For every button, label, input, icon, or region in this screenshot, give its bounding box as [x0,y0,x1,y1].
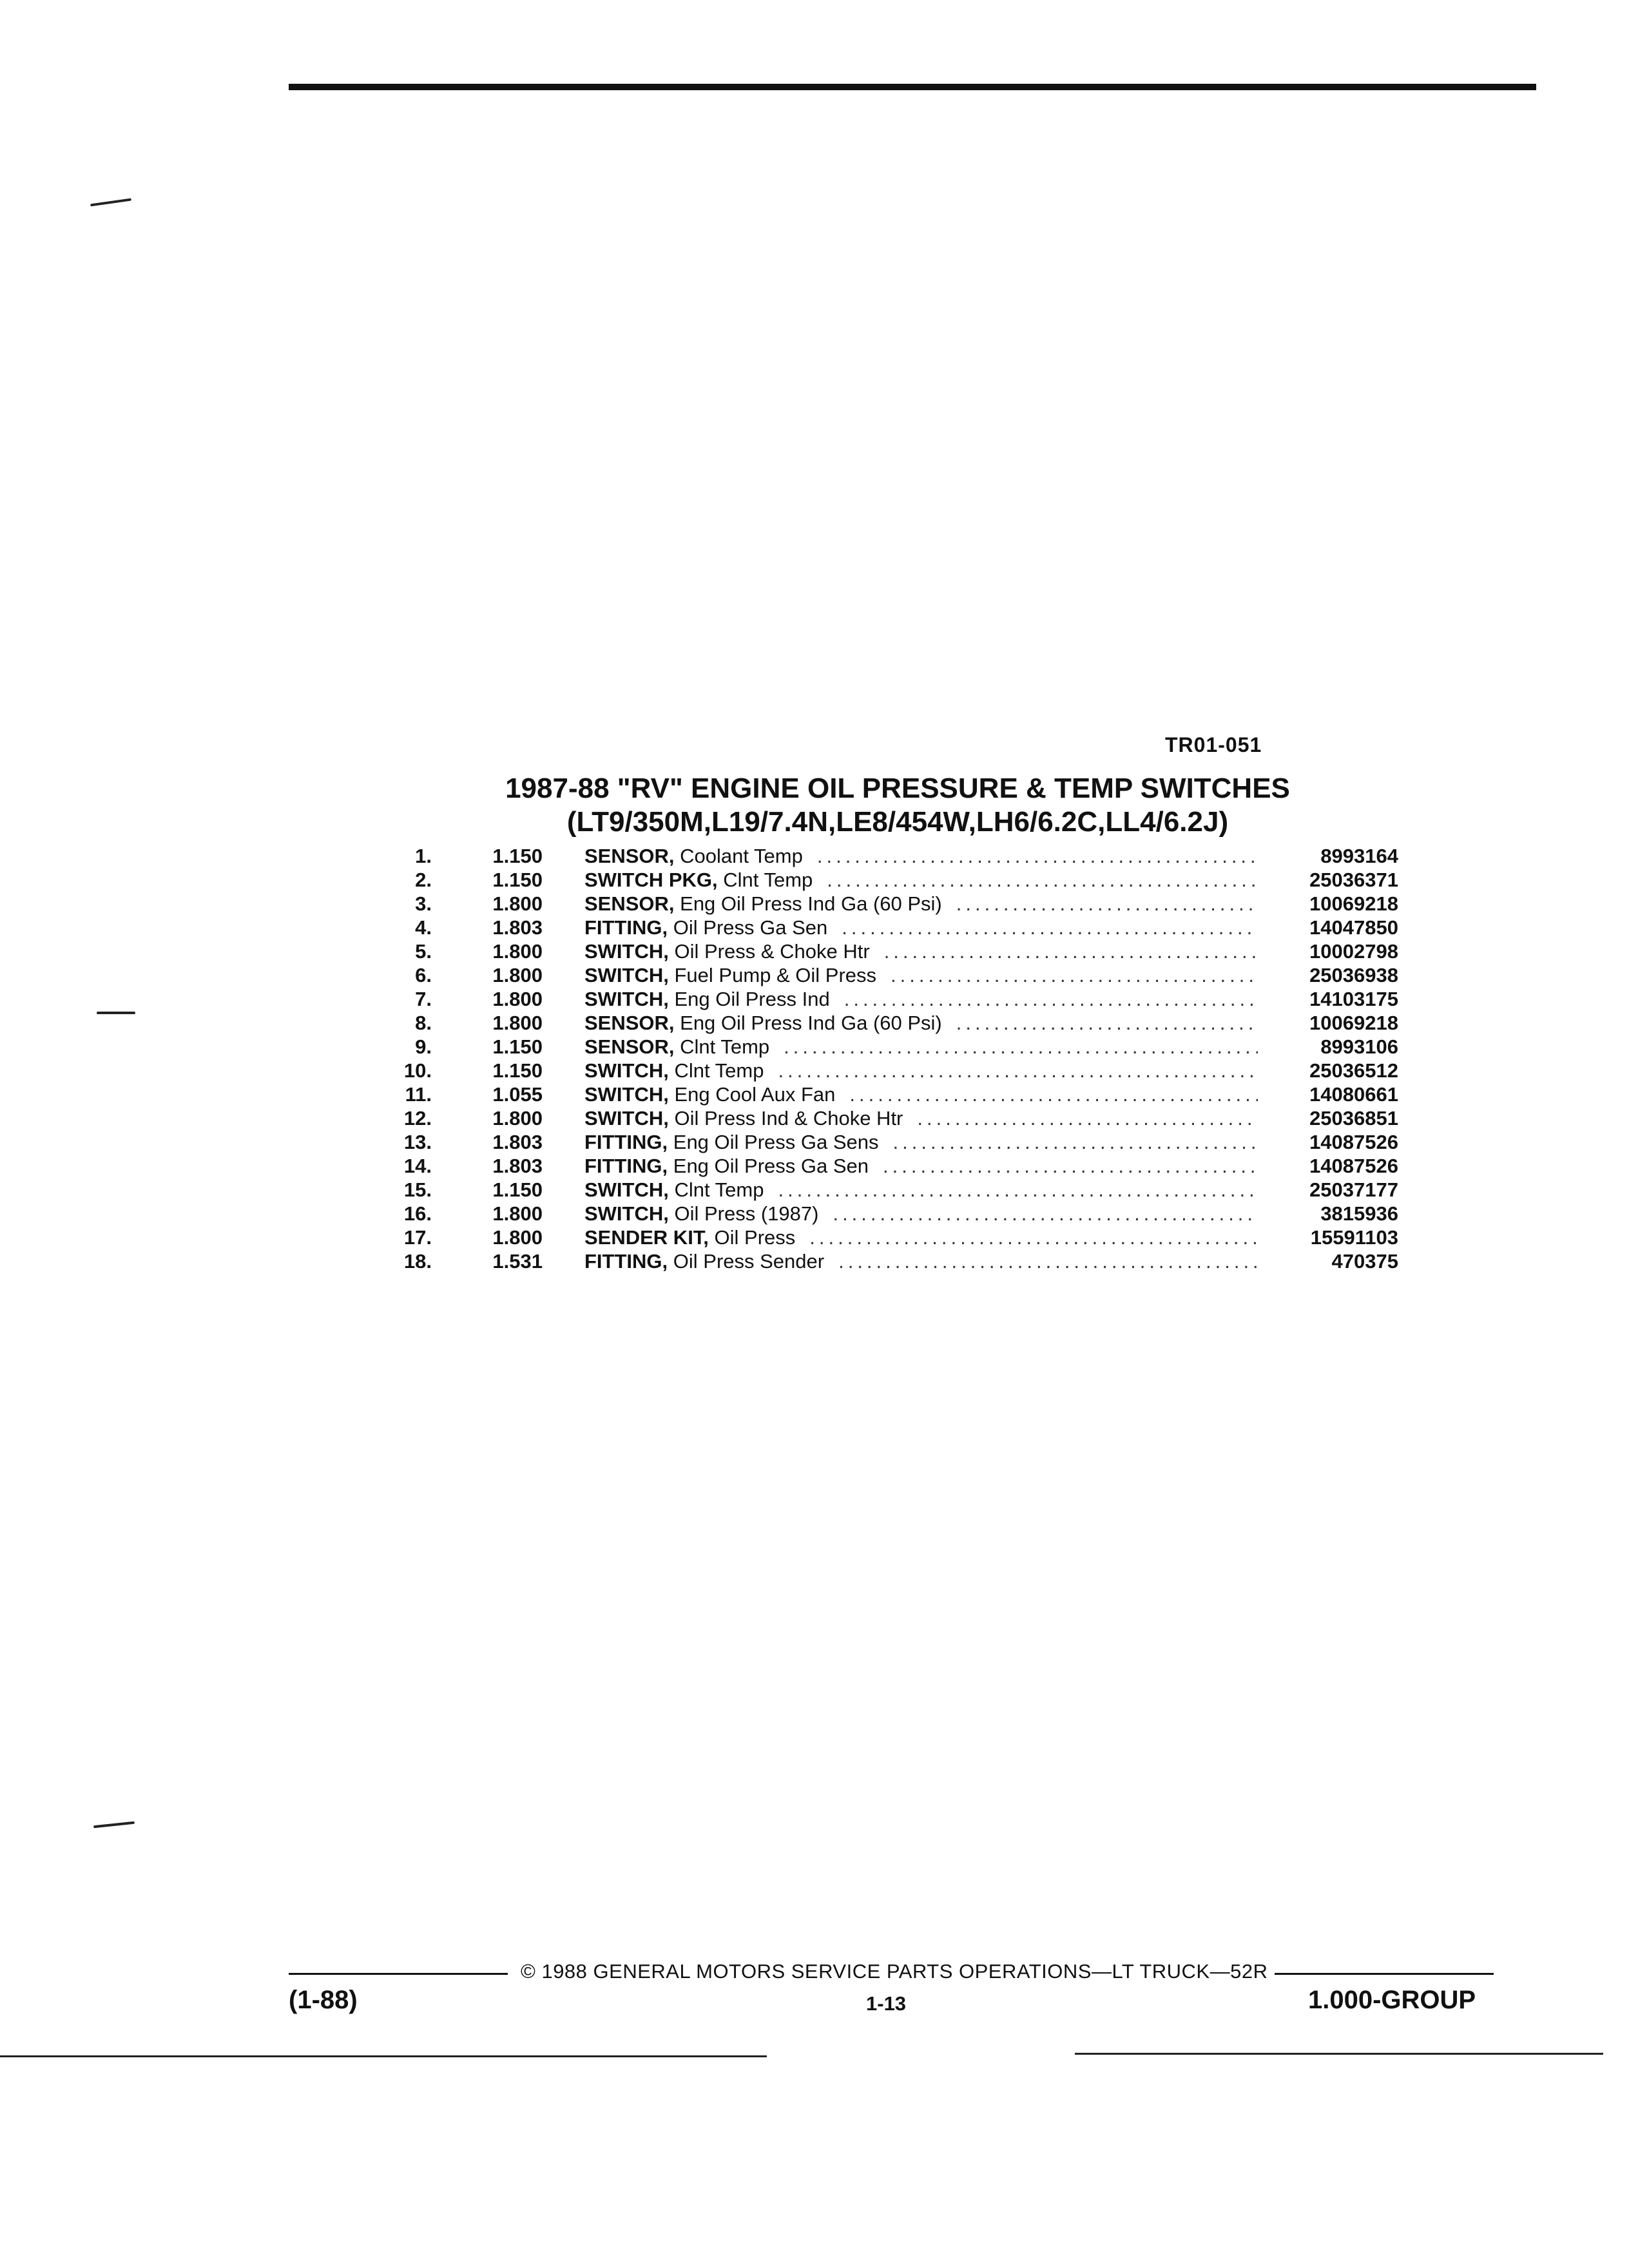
part-number: 10002798 [1309,940,1398,963]
item-number: 9. [415,1035,432,1058]
item-number: 5. [415,940,432,963]
footer-date-code: (1-88) [289,1986,358,2014]
part-number: 10069218 [1309,892,1398,915]
item-detail: Oil Press Sender [668,1250,825,1273]
item-number: 6. [415,964,432,986]
group-number: 1.531 [492,1250,543,1273]
item-detail: Eng Cool Aux Fan [668,1083,836,1106]
item-description [584,1154,1269,1178]
item-noun: SWITCH, [584,940,669,963]
part-number: 15591103 [1310,1226,1398,1249]
part-number: 25036938 [1309,964,1398,986]
dot-leader [842,916,1258,939]
item-detail: Eng Oil Press Ind Ga (60 Psi) [674,1012,942,1034]
group-number: 1.800 [492,1107,543,1129]
list-item [393,939,1398,963]
item-description [584,1011,1269,1035]
item-description [584,892,1269,916]
item-number: 8. [415,1012,432,1034]
item-description [584,1035,1269,1059]
item-noun: FITTING, [584,916,668,939]
dot-leader [849,1082,1258,1106]
dot-leader [883,1154,1258,1178]
group-number: 1.055 [492,1083,543,1106]
item-noun: SENSOR, [584,1035,675,1058]
group-number: 1.800 [492,988,543,1010]
dot-leader [956,892,1258,916]
dot-leader [827,868,1258,892]
bottom-rule-left [0,2055,767,2057]
dot-leader [778,1059,1258,1082]
part-number: 3815936 [1320,1202,1398,1225]
item-noun: SENDER KIT, [584,1226,709,1249]
part-number: 14087526 [1309,1155,1398,1177]
list-item [393,916,1398,939]
dot-leader [893,1130,1258,1154]
footer-rule-right [1275,1973,1494,1975]
dot-leader [844,987,1258,1011]
list-item [393,1011,1398,1035]
item-noun: SWITCH PKG, [584,869,718,891]
list-item [393,1154,1398,1178]
item-description [584,963,1269,987]
item-detail: Oil Press Ga Sen [668,916,828,939]
item-noun: FITTING, [584,1155,668,1177]
footer-page-number: 1-13 [866,1992,907,2015]
footer-group: 1.000-GROUP [1308,1986,1476,2014]
item-noun: SWITCH, [584,1083,669,1106]
item-detail: Coolant Temp [674,845,803,867]
group-number: 1.150 [492,869,543,891]
page-id: TR01-051 [1165,733,1262,756]
group-number: 1.800 [492,940,543,963]
item-description [584,939,1269,963]
list-item [393,1035,1398,1059]
item-description [584,844,1269,868]
item-detail: Eng Oil Press Ind Ga (60 Psi) [674,892,942,915]
item-noun: FITTING, [584,1250,668,1273]
list-item [393,1202,1398,1225]
list-item [393,1178,1398,1202]
group-number: 1.800 [492,964,543,986]
item-number: 2. [415,869,432,891]
part-number: 10069218 [1309,1012,1398,1034]
group-number: 1.803 [492,1155,543,1177]
item-number: 4. [415,916,432,939]
list-item [393,1225,1398,1249]
dot-leader [833,1202,1258,1225]
page-title [0,772,1629,839]
title-line-1: 1987-88 "RV" ENGINE OIL PRESSURE & TEMP SWITCHES [505,773,1290,804]
dot-leader [817,844,1258,868]
item-number: 18. [403,1250,432,1273]
item-number: 1. [415,845,432,867]
item-noun: FITTING, [584,1131,668,1153]
item-number: 13. [403,1131,432,1153]
item-description [584,1130,1269,1154]
part-number: 14087526 [1309,1131,1398,1153]
group-number: 1.150 [492,1178,543,1201]
item-number: 15. [403,1178,432,1201]
part-number: 14080661 [1309,1083,1398,1106]
item-noun: SENSOR, [584,845,675,867]
item-number: 11. [405,1083,432,1106]
group-number: 1.150 [492,845,543,867]
list-item [393,987,1398,1011]
dot-leader [891,963,1258,987]
part-number: 8993164 [1320,845,1398,867]
binder-hole-mark-bottom [93,1821,135,1829]
item-detail: Oil Press Ind & Choke Htr [668,1107,903,1129]
item-noun: SWITCH, [584,988,669,1010]
list-item [393,1130,1398,1154]
footer-rule-left [289,1973,508,1975]
item-noun: SENSOR, [584,892,675,915]
dot-leader [778,1178,1258,1202]
list-item [393,1059,1398,1082]
group-number: 1.150 [492,1059,543,1082]
bottom-rule-right [1075,2053,1603,2055]
item-noun: SWITCH, [584,1178,669,1201]
item-description [584,1202,1269,1225]
group-number: 1.800 [492,1012,543,1034]
item-detail: Clnt Temp [674,1035,770,1058]
item-description [584,1059,1269,1082]
group-number: 1.150 [492,1035,543,1058]
item-detail: Clnt Temp [668,1059,764,1082]
item-detail: Clnt Temp [717,869,813,891]
item-number: 16. [403,1202,432,1225]
parts-list [393,844,1398,1273]
item-number: 17. [403,1226,432,1249]
list-item [393,892,1398,916]
item-noun: SWITCH, [584,964,669,986]
item-detail: Eng Oil Press Ind [668,988,830,1010]
binder-hole-mark-top [90,198,131,207]
group-number: 1.803 [492,1131,543,1153]
group-number: 1.800 [492,892,543,915]
list-item [393,963,1398,987]
item-detail: Eng Oil Press Ga Sen [668,1155,869,1177]
part-number: 470375 [1331,1250,1398,1273]
item-description [584,1106,1269,1130]
dot-leader [838,1249,1258,1273]
list-item [393,844,1398,868]
group-number: 1.800 [492,1226,543,1249]
item-detail: Oil Press [708,1226,796,1249]
item-description [584,916,1269,939]
dot-leader [809,1225,1258,1249]
item-number: 12. [403,1107,432,1129]
footer-copyright: © 1988 GENERAL MOTORS SERVICE PARTS OPERATIONS—LT TRUCK—52R [521,1960,1268,1983]
list-item [393,1082,1398,1106]
top-rule [289,84,1536,90]
item-description [584,1178,1269,1202]
item-description [584,987,1269,1011]
dot-leader [884,939,1258,963]
dot-leader [784,1035,1258,1059]
item-detail: Oil Press (1987) [668,1202,819,1225]
item-detail: Eng Oil Press Ga Sens [668,1131,879,1153]
item-detail: Fuel Pump & Oil Press [668,964,877,986]
part-number: 14047850 [1309,916,1398,939]
item-description [584,1082,1269,1106]
item-noun: SWITCH, [584,1059,669,1082]
list-item [393,1249,1398,1273]
item-number: 10. [403,1059,432,1082]
group-number: 1.803 [492,916,543,939]
part-number: 14103175 [1309,988,1398,1010]
item-description [584,1249,1269,1273]
item-number: 7. [415,988,432,1010]
binder-hole-mark-middle [97,1012,135,1014]
list-item [393,868,1398,892]
item-noun: SWITCH, [584,1202,669,1225]
item-number: 14. [403,1155,432,1177]
item-detail: Clnt Temp [668,1178,764,1201]
item-number: 3. [415,892,432,915]
item-description [584,1225,1269,1249]
item-noun: SENSOR, [584,1012,675,1034]
part-number: 8993106 [1320,1035,1398,1058]
group-number: 1.800 [492,1202,543,1225]
part-number: 25036851 [1309,1107,1398,1129]
part-number: 25036512 [1309,1059,1398,1082]
item-detail: Oil Press & Choke Htr [668,940,870,963]
dot-leader [917,1106,1258,1130]
dot-leader [956,1011,1258,1035]
part-number: 25036371 [1309,869,1398,891]
list-item [393,1106,1398,1130]
title-line-2: (LT9/350M,L19/7.4N,LE8/454W,LH6/6.2C,LL4/6.2J) [566,806,1229,838]
item-noun: SWITCH, [584,1107,669,1129]
item-description [584,868,1269,892]
part-number: 25037177 [1309,1178,1398,1201]
